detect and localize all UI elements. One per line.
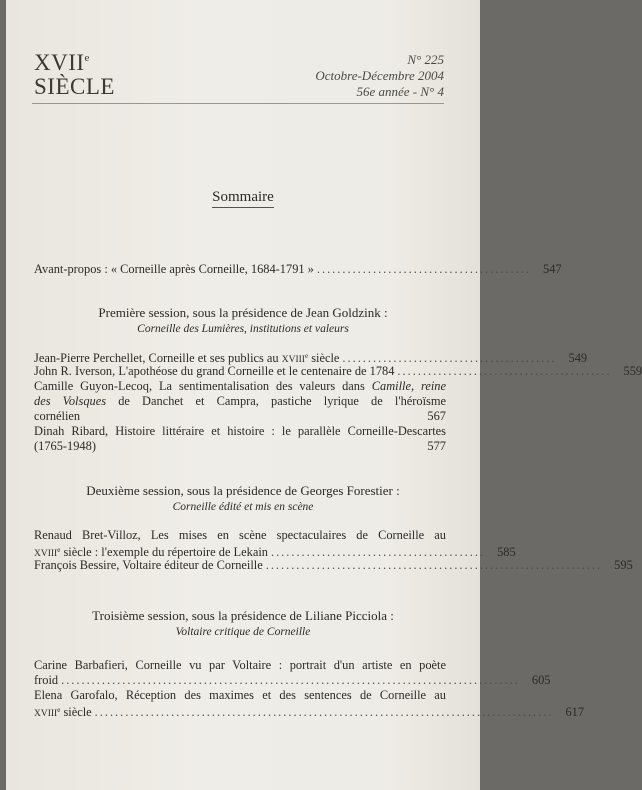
toc-entry-bret-villoz: Renaud Bret-Villoz, Les mises en scène spectaculaires de Corneille au XVIIIe siècle : l'exemple du répertoire de Lekain .......................................... 585: [34, 528, 516, 560]
session-heading: Deuxième session, sous la présidence de Georges Forestier :: [86, 483, 400, 498]
toc-entry-avant-propos: [34, 262, 562, 277]
issue-period: Octobre-Décembre 2004: [315, 68, 444, 83]
page-number: 577: [427, 439, 446, 453]
journal-title: [34, 46, 115, 99]
session-heading: Troisième session, sous la présidence de Liliane Picciola :: [92, 608, 394, 623]
leader-dots: ..................................................................: [265, 558, 603, 572]
toc-entry-ribard: Dinah Ribard, Histoire littéraire et histoire : le parallèle Corneille-Descartes (1765-1948) 577: [34, 424, 446, 453]
journal-title-line1: XVII: [34, 50, 85, 75]
issue-number: N° 225: [407, 52, 444, 67]
toc-entry-barbafieri: Carine Barbafieri, Corneille vu par Voltaire : portrait d'un artiste en poète froid .......................................................................................... 605: [34, 658, 551, 687]
session-heading: Première session, sous la présidence de Jean Goldzink :: [98, 305, 388, 320]
leader-dots: ..........................................: [397, 364, 612, 378]
session-subheading: Voltaire critique de Corneille: [175, 626, 311, 638]
session-2-heading: [26, 483, 460, 515]
book-page: [6, 0, 642, 790]
toc-entry-bessire: François Bessire, Voltaire éditeur de Corneille .................................................................. 595: [34, 558, 633, 572]
page-number: 595: [614, 558, 633, 572]
toc-entry-guyon-lecoq: Camille Guyon-Lecoq, La sentimentalisation des valeurs dans Camille, reine des Volsques de Danchet et Campra, pastiche lyrique de l'héroïsme cornélien 567: [34, 379, 446, 423]
page-number: 547: [543, 262, 562, 276]
session-subheading: Corneille des Lumières, institutions et valeurs: [137, 323, 349, 335]
journal-title-line2: SIÈCLE: [34, 74, 115, 99]
leader-dots: ..........................................................................................: [94, 705, 554, 720]
issue-info: [315, 52, 444, 100]
toc-entry-text: Avant-propos : « Corneille après Corneille, 1684-1791 »: [34, 262, 314, 276]
toc-entry-iverson: John R. Iverson, L'apothéose du grand Corneille et le centenaire de 1784 .......................................... 559: [34, 364, 642, 378]
page-number: 605: [531, 673, 551, 687]
leader-dots: ..........................................................................................: [61, 673, 520, 687]
session-subheading: Corneille édité et mis en scène: [172, 501, 314, 513]
page-number: 617: [565, 705, 585, 720]
page-number: 559: [623, 364, 642, 378]
leader-dots: ..........................................: [270, 545, 486, 560]
session-1-heading: [26, 305, 460, 337]
page-number: 549: [568, 351, 588, 366]
page-number: 585: [497, 545, 516, 560]
header-rule: [32, 103, 444, 104]
toc-entry-garofalo: Elena Garofalo, Réception des maximes et des sentences de Corneille au XVIIIe siècle .......................................................................................... 617: [34, 688, 585, 720]
toc-entry-perchellet: Jean-Pierre Perchellet, Corneille et ses publics au XVIIIe siècle .......................................... 549: [34, 351, 588, 366]
leader-dots: ..........................................: [342, 351, 557, 366]
journal-title-sup: e: [84, 52, 90, 64]
session-3-heading: [26, 608, 460, 640]
page-number: 567: [427, 409, 446, 423]
issue-year: 56e année - N° 4: [356, 84, 444, 99]
leader-dots: ..........................................: [316, 262, 531, 276]
page-title: Sommaire: [6, 189, 480, 206]
